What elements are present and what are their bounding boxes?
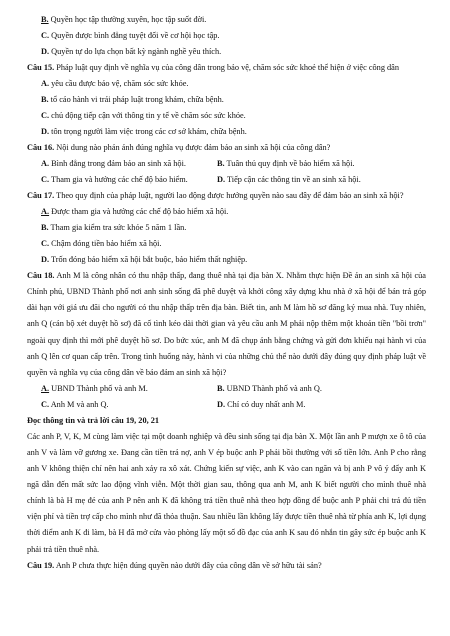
option-text: Tham gia kiểm tra sức khỏe 5 năm 1 lần. <box>48 223 187 233</box>
option-key: D. <box>217 175 226 185</box>
question-text: Anh M là công nhân có thu nhập thấp, đang thuê nhà tại địa bàn X. Nhằm thực hiện Đề án an sinh xã hội của Chính phủ, UBND Thành phố nơi anh sinh sống đã phê duyệt và khởi công xây dựng khu nhà ở xã hội để bán trả góp dài hạn với giá ưu đãi cho người có thu nhập thấp trên địa bàn. Biết tin, anh M làm hồ sơ đăng ký mua nhà. Tuy nhiên, anh Q (cán bộ xét duyệt hồ sơ) đã cố tình kéo dài thời gian và yêu cầu anh M phải nộp thêm một khoản tiền "bồi trơn" ngoài quy định thì mới phê duyệt hồ sơ. Do bức xúc, anh M đã chụp ảnh bằng chứng và gửi đơn khiếu nại hành vi của anh Q lên cơ quan cấp trên. Trong tình huống này, hành vi của những chủ thể nào dưới đây đúng quy định pháp luật về quyền và nghĩa vụ của công dân về bảo đảm an sinh xã hội? <box>27 271 426 377</box>
option-key: C. <box>41 239 50 249</box>
answer-option <box>27 12 426 28</box>
question-16 <box>27 140 426 156</box>
option-text: tôn trọng người làm việc trong các cơ sở khám, chữa bệnh. <box>49 127 247 137</box>
question-label: Câu 18. <box>27 271 55 281</box>
answer-option <box>41 172 217 188</box>
option-text: Quyền tự do lựa chọn bất kỳ ngành nghề yêu thích. <box>49 47 222 56</box>
question-text: Pháp luật quy định về nghĩa vụ của công dân trong bảo vệ, chăm sóc sức khoẻ thể hiện ở việc công dân <box>54 63 400 72</box>
option-key: B. <box>41 223 49 233</box>
answer-option <box>27 28 426 44</box>
option-key: B. <box>217 159 225 169</box>
option-text: Tuân thủ quy định về bảo hiểm xã hội. <box>224 159 355 169</box>
answer-row <box>27 156 426 172</box>
option-key: C. <box>41 31 50 40</box>
option-key: D. <box>41 47 50 56</box>
option-key: D. <box>41 127 50 137</box>
question-17 <box>27 188 426 204</box>
document-page <box>27 12 426 574</box>
option-text: yêu cầu được bảo vệ, chăm sóc sức khỏe. <box>49 79 189 89</box>
option-text: Chậm đóng tiền bảo hiểm xã hội. <box>49 239 162 249</box>
question-text: Anh P chưa thực hiện đúng quyền nào dưới đây của công dân về sở hữu tài sản? <box>54 560 322 570</box>
option-text: Tham gia và hưởng các chế độ bảo hiểm. <box>49 175 188 185</box>
answer-option <box>41 156 217 172</box>
question-label: Câu 16. <box>27 143 55 153</box>
option-text: tổ cáo hành vi trái pháp luật trong khám, chữa bệnh. <box>48 95 224 105</box>
answer-option <box>41 381 217 397</box>
answer-option <box>27 220 426 236</box>
option-key: A. <box>41 383 50 393</box>
question-text: Nội dung nào phản ánh đúng nghĩa vụ được đảm bảo an sinh xã hội của công dân? <box>54 143 331 153</box>
option-text: Chỉ có duy nhất anh M. <box>225 399 306 409</box>
question-label: Câu 17. <box>27 191 55 201</box>
answer-option <box>41 397 217 413</box>
option-text: chủ động tiếp cận với thông tin y tế về chăm sóc sức khỏe. <box>49 111 246 121</box>
option-text: Được tham gia và hưởng các chế độ bảo hiểm xã hội. <box>49 207 229 217</box>
option-key: C. <box>41 175 50 185</box>
answer-row <box>27 397 426 413</box>
answer-option <box>217 172 361 188</box>
answer-option <box>27 92 426 108</box>
answer-row <box>27 172 426 188</box>
question-19 <box>27 558 426 574</box>
question-text: Theo quy định của pháp luật, người lao động được hưởng quyền nào sau đây để đảm bảo an sinh xã hội? <box>54 191 404 201</box>
answer-option <box>27 124 426 140</box>
answer-option <box>27 204 426 220</box>
option-text: Quyền học tập thường xuyên, học tập suốt đời. <box>48 15 207 24</box>
option-key: D. <box>217 399 226 409</box>
option-text: Trốn đóng bảo hiểm xã hội bắt buộc, bảo hiểm thất nghiệp. <box>49 255 248 265</box>
answer-option <box>217 381 322 397</box>
question-label: Câu 15. <box>27 63 55 72</box>
option-text: UBND Thành phố và anh Q. <box>224 383 322 393</box>
answer-option <box>217 156 355 172</box>
answer-option <box>217 397 306 413</box>
option-key: A. <box>41 79 50 89</box>
answer-option <box>27 252 426 268</box>
question-label: Câu 19. <box>27 560 55 570</box>
option-text: UBND Thành phố và anh M. <box>49 383 148 393</box>
question-15 <box>27 60 426 76</box>
reading-heading: Đọc thông tin và trả lời câu 19, 20, 21 <box>27 415 160 425</box>
option-text: Tiếp cận các thông tin về an sinh xã hội. <box>225 175 361 185</box>
option-text: Quyền được bình đẳng tuyệt đối về cơ hội học tập. <box>49 31 220 40</box>
option-key: B. <box>217 383 225 393</box>
answer-option <box>27 236 426 252</box>
option-key: A. <box>41 207 50 217</box>
option-key: A. <box>41 159 50 169</box>
answer-option <box>27 76 426 92</box>
option-key: D. <box>41 255 50 265</box>
option-key: C. <box>41 399 50 409</box>
answer-option <box>27 44 426 60</box>
option-text: Anh M và anh Q. <box>49 399 109 409</box>
option-key: B. <box>41 15 49 24</box>
option-key: B. <box>41 95 49 105</box>
option-key: C. <box>41 111 50 121</box>
reading-passage: Các anh P, V, K, M cùng làm việc tại một doanh nghiệp và đều sinh sống tại địa bàn X. Một lần anh P mượn xe ô tô của anh V và làm vỡ gương xe. Đang cần tiền trả nợ, anh V ép buộc anh P phải bồi thường với số tiền lớn. Anh P cho rằng anh V không thiện chí nên hai anh xảy ra xô xát. Chứng kiến sự việc, anh K vào can ngăn và bị anh P vô ý đẩy anh K ngã dẫn đến mất sức lao động vĩnh viễn. Một thời gian sau, thông qua anh M, anh K biết người cho mình thuê nhà chính là bà H mẹ đẻ của anh P nên anh K đã không trả tiền thuê nhà theo hợp đồng để buộc anh P phải chi trả đủ tiền viện phí và tiền trợ cấp cho mình như đã thỏa thuận. Sau nhiều lần không lấy được tiền thuê nhà từ phía anh K, lợi dụng thời điểm anh K đi làm, bà H đã mở cửa vào phòng lấy một số đồ đạc của anh K sau đó nhắn tin gây sức ép buộc anh K phải trả tiền thuê nhà. <box>27 431 426 554</box>
question-18 <box>27 268 426 381</box>
answer-row <box>27 381 426 397</box>
option-text: Bình đẳng trong đảm bảo an sinh xã hội. <box>49 159 186 169</box>
answer-option <box>27 108 426 124</box>
